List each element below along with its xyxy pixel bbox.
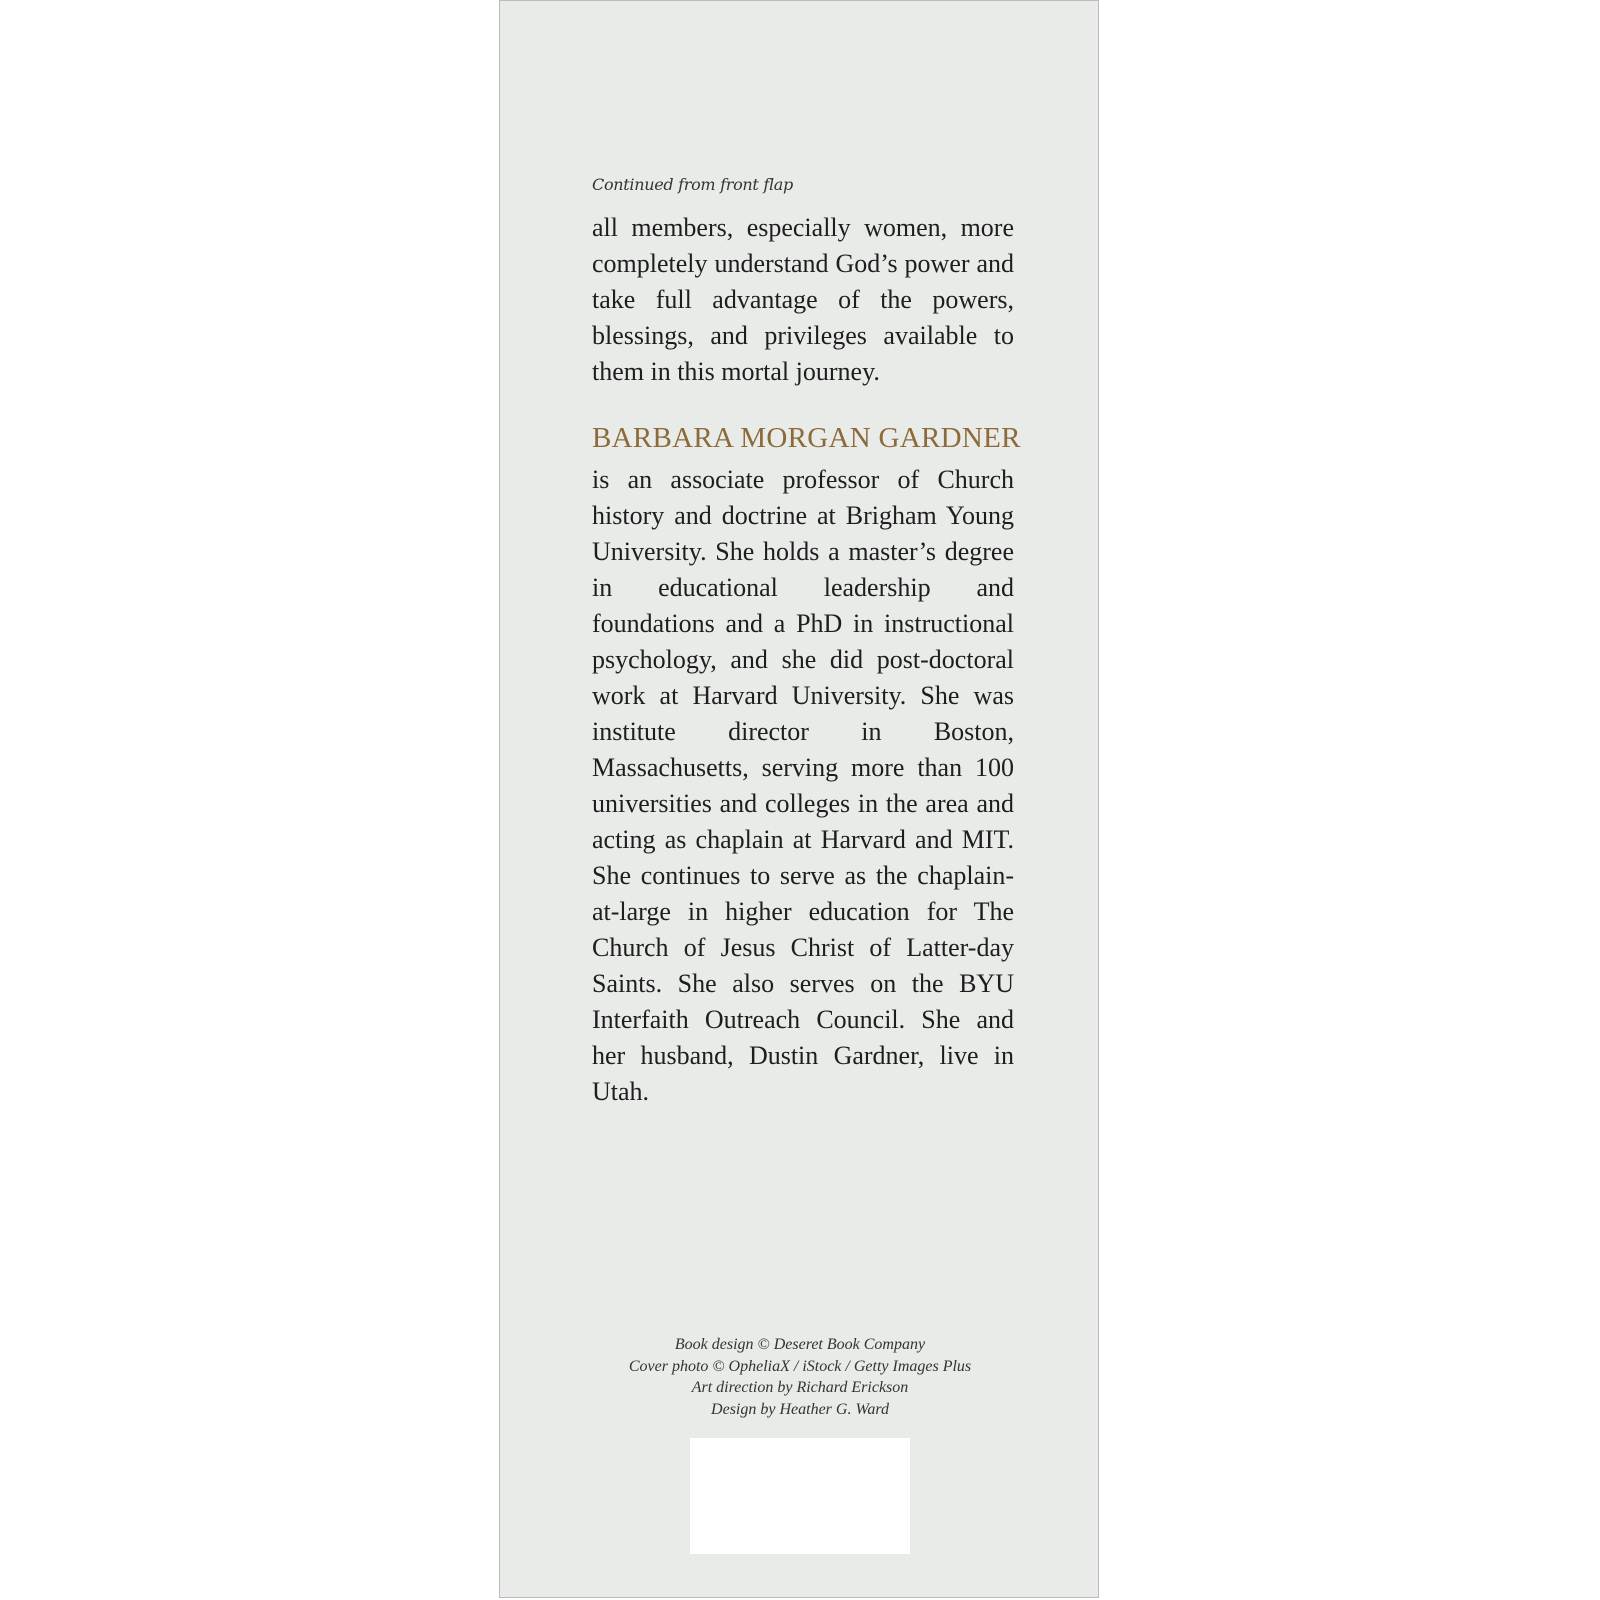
credit-line: Art direction by Richard Erickson — [691, 1379, 909, 1396]
author-name-heading: BARBARA MORGAN GARDNER — [592, 422, 1021, 454]
back-flap — [499, 0, 1099, 1598]
blank-barcode-area — [690, 1438, 910, 1554]
continued-note: Continued from front flap — [592, 175, 793, 194]
author-bio-paragraph: is an associate professor of Church history and doctrine at Brigham Young University. She holds a master’s degree in educational leadership and foundations and a PhD in instructional psychology, and she did post-doctoral work at Harvard University. She was institute director in Boston, Massachusetts, serving more than 100 universities and colleges in the area and acting as chaplain at Harvard and MIT. She continues to serve as the chaplain-at-large in higher education for The Church of Jesus Christ of Latter-day Saints. She also serves on the BYU Interfaith Outreach Council. She and her husband, Dustin Gardner, live in Utah. — [592, 465, 1014, 1106]
design-credits — [500, 1334, 1100, 1420]
credit-line: Design by Heather G. Ward — [711, 1400, 889, 1418]
intro-paragraph: all members, especially women, more completely understand God’s power and take full advantage of the powers, blessings, and privileges available to them in this mortal journey. — [592, 213, 1014, 386]
credit-line: Book design © Deseret Book Company — [674, 1336, 926, 1353]
credit-line: Cover photo © OpheliaX / iStock / Getty Images Plus — [628, 1357, 972, 1375]
